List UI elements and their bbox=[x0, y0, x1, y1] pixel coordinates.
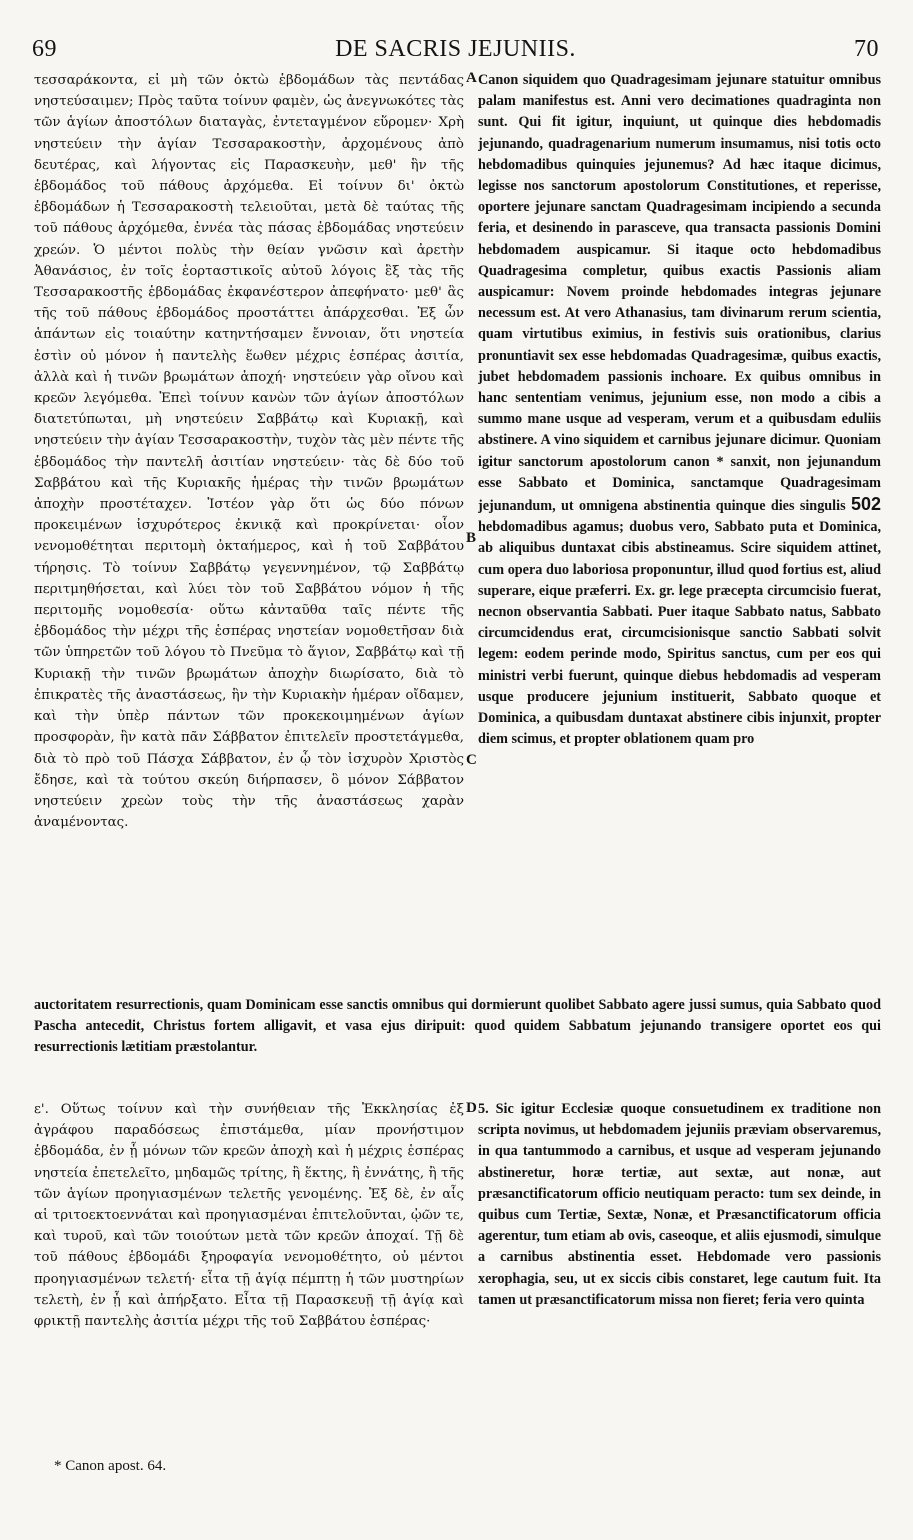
latin-text-top bbox=[478, 70, 881, 751]
section-marker-a: A bbox=[466, 70, 477, 86]
latin-full-width-text bbox=[34, 995, 881, 1093]
latin-text-bottom: 5. Sic igitur Ecclesiæ quoque consuetudinem ex traditione non scripta novimus, ut hebdomadem jejuniis præviam observaremus, in qua tantummodo a carnibus, et usque ad vesperam jejunando abstineretur, horæ tertiæ, aut sextæ, aut nonæ, aut præsanctificatorum officio neutiquam peracto: tum sex deinde, in quibus cum Tertiæ, Sextæ, Nonæ, et Præsanctificatorum officia agerentur, tum etiam ab ovis, caseoque, et aliis ejusmodi, simulque a carnibus abstinentia esset. Hebdomade vero passionis xerophagia, seu, ut ex siccis cibis constaret, lege cautum fuit. Ita tamen ut præsanctificatorum missa non fieret; feria vero quinta bbox=[478, 1101, 881, 1308]
latin-column-top bbox=[478, 70, 881, 992]
column-number: 502 bbox=[850, 494, 881, 515]
page-number-left: 69 bbox=[32, 36, 57, 62]
greek-column-bottom bbox=[34, 1099, 464, 1439]
running-header bbox=[32, 36, 879, 66]
page-number-right: 70 bbox=[854, 36, 879, 62]
running-title: DE SACRIS JEJUNIIS. bbox=[335, 36, 576, 62]
greek-text-top: τεσσαράκοντα, εἰ μὴ τῶν ὀκτὼ ἑβδομάδων τὰς πεντάδας νηστεύσαιμεν; Πρὸς ταῦτα τοίνυν φαμὲν, ὡς ἀνεγνωκότες τὰς τῶν ἁγίων ἀποστόλων διαταγὰς, ἐντεταγμένον εὕρομεν· Χρὴ νηστεύειν τὴν ἁγίαν Τεσσαρακοστὴν, ἀρχομένους ἀπὸ δευτέρας, καὶ λήγοντας εἰς Παρασκευὴν, μεθ' ἣν τῆς ἑβδομάδος τοῦ πάθους ἀρχόμεθα. Εἰ τοίνυν δι' ὀκτὼ ἑβδομάδων ἡ Τεσσαρακοστὴ τελειοῦται, μετὰ δὲ ταύτας τῆς τοῦ πάθους ἀρχόμεθα, ἐννέα τὰς πάσας ἑβδομάδας νηστεύειν χρεών. Ὁ μέντοι πολὺς τὴν θείαν γνῶσιν καὶ ἀρετὴν Ἀθανάσιος, ἐν τοῖς ἑορταστικοῖς αὐτοῦ λόγοις ἓξ τὰς τῆς Τεσσαρακοστῆς ἑβδομάδας ἐκφανέστερον ἀπεφήνατο· μεθ' ἃς τῆς τοῦ πάθους ἑβδομάδος προστάττει ἀπάρχεσθαι. Ἐξ ὧν ἁπάντων εἰς τοιαύτην κατηντήσαμεν ἔννοιαν, ὅτι νηστεία ἐστὶν οὐ μόνον ἡ παντελὴς ἕωθεν μέχρις ἑσπέρας ἀσιτία, ἀλλὰ καὶ ἡ τινῶν βρωμάτων ἀποχή· νηστεύειν γὰρ οἴνου καὶ κρεῶν λεγόμεθα. Ἐπεὶ τοίνυν κανὼν τῶν ἁγίων ἀποστόλων διατετύπωται, μὴ νηστεύειν Σαββάτῳ καὶ Κυριακῇ, καὶ νηστεύειν τὴν ἁγίαν Τεσσαρακοστὴν, τυχὸν τὰς μὲν πέντε τῆς ἑβδομάδος τὴν παντελῆ ἀσιτίαν νηστεύειν· τὰς δὲ δύο τοῦ Σαββάτου καὶ τῆς Κυριακῆς ἡμέρας τὴν τινῶν βρωμάτων ἀποχὴν προστέταχεν. Ἰστέον γὰρ ὅτι ὡς δύο πόνων προκειμένων ἰσχυρότερος ἐκνικᾷ καὶ προκρίνεται· οἷον νενομοθέτηται περιτομὴ ὀκταήμερος, καὶ ἡ τοῦ Σαββάτου τήρησις. Τὸ τοίνυν Σαββάτῳ γεγεννημένον, τῷ Σαββάτῳ περιτμηθήσεται, καὶ λύει τὸν τοῦ Σαββάτου νόμον ἡ τῆς περιτομῆς νομοθεσία· οὕτω κἀνταῦθα ταῖς πέντε τῆς ἑβδομάδος τὴν μέχρι τῆς ἑσπέρας νηστείαν νομοθετῆσαν διὰ τῶν ὑπηρετῶν τοῦ λόγου τὸ Πνεῦμα τὸ ἅγιον, Σαββάτῳ καὶ τῇ Κυριακῇ τὴν τινῶν βρωμάτων ἀποχὴν διωρίσατο, διὰ τὸ ἐπικρατὲς τῆς ἀναστάσεως, ἣν τὴν Κυριακὴν ἡμέραν οἴδαμεν, καὶ τὴν ὑπὲρ πάντων τῶν προκεκοιμημένων ἁγίων προσφορὰν, ἣν κατὰ πᾶν Σάββατον ἐπιτελεῖν προστετάγμεθα, διὰ τὸ πρὸ τοῦ Πάσχα Σάββατον, ἐν ᾧ τὸν ἰσχυρὸν Χριστὸς ἔδησε, καὶ τὰ τούτου σκεύη διήρπασεν, ὃ μόνον Σάββατον νηστεύειν χρεὼν τοὺς τὴν τῆς ἀναστάσεως χαρὰν ἀναμένοντας. bbox=[34, 73, 464, 831]
greek-column-top bbox=[34, 70, 464, 992]
latin-text-full: auctoritatem resurrectionis, quam Dominicam esse sanctis omnibus qui dormierunt quolibet Sabbato agere jussi sumus, quia Sabbato quod Pascha antecedit, Christus fortem alligavit, et vasa ejus diripuit: quod quidem Sabbatum jejunando transigere oportet eos qui resurrectionis lætitiam præstolantur. bbox=[34, 997, 881, 1056]
latin-text-top-after: hebdomadibus agamus; duobus vero, Sabbato puta et Dominica, ab aliquibus duntaxat cibis abstineamus. Scire siquidem attinet, cum opera duo laboriosa proponuntur, illud quod fortius est, aliud superare, eique præferri. Ex. gr. lege præcepta circumcisio fuerat, necnon observantia Sabbati. Puer itaque Sabbato natus, Sabbato circumcidendus erat, circumcisionisque sanctio Sabbati solvit legem: eodem perinde modo, Spiritus sanctus, cum per eos qui ministri verbi fuerunt, quinque diebus hebdomadis ad vesperam usque producere jejunium instituerit, Sabbato quoque et Dominica, a quibusdam duntaxat abstinere cibis injunxit, propter diem scimus, et propter oblationem quam pro bbox=[478, 519, 881, 748]
section-marker-d: D bbox=[466, 1100, 477, 1116]
section-marker-b: B bbox=[466, 530, 477, 546]
footnote: * Canon apost. 64. bbox=[54, 1458, 167, 1474]
greek-text-bottom: ε'. Οὕτως τοίνυν καὶ τὴν συνήθειαν τῆς Ἐκκλησίας ἐξ ἀγράφου παραδόσεως ἐπιστάμεθα, μίαν προνήστιμον ἑβδομάδα, ἐν ᾗ μόνων τῶν κρεῶν ἀποχὴ καὶ ἡ μέχρις ἑσπέρας νηστεία ἐπετελεῖτο, μηδαμῶς τρίτης, ἢ ἕκτης, ἢ ἐννάτης, ἢ τῆς τῶν ἁγίων προηγιασμένων τελετῆς γενομένης. Ἐξ δὲ, ἐν αἷς αἱ τριτοεκτοεννάται καὶ προηγιασμέναι ἐπιτελοῦνται, ᾠῶν τε, καὶ τυροῦ, καὶ τῶν τοιούτων μετὰ τῶν κρεῶν ἀποχαί. Τῇ δὲ τοῦ πάθους ἑβδομάδι ξηροφαγία νενομοθέτητο, οὐ μέντοι προηγιασμένων τελετή· εἶτα τῇ ἁγίᾳ πέμπτῃ ἡ τῶν μυστηρίων τελετὴ, ἐν ᾗ καὶ ἀπήρξατο. Εἶτα τῇ Παρασκευῇ τῇ ἁγίᾳ καὶ φρικτῇ παντελὴς ἀσιτία μέχρι τῆς τοῦ Σαββάτου ἑσπέρας· bbox=[34, 1102, 464, 1330]
latin-text-top-before: Canon siquidem quo Quadragesimam jejunare statuitur omnibus palam manifestus est. Anni vero decimationes quadraginta non sunt. Qui fit igitur, inquiunt, ut quinque dies hebdomadis jejunando, quadragenarium numerum insumamus, nisi totis octo hebdomadibus quinquies jejunemus? Ad hæc itaque dicimus, legisse nos sanctorum apostolorum Constitutiones, et reperisse, oportere jejunare sanctam Quadragesimam incipiendo a secunda feria, et desinendo in parasceve, qua transacta passionis Domini hebdomadem auspicamur. Si itaque octo hebdomadibus Quadragesima completur, quibus exactis Passionis aliam auspicamur: Novem proinde hebdomades integras jejunare necessum est. At vero Athanasius, tam divinarum rerum scientia, quam virtutibus eximius, in festivis suis orationibus, clarius pronuntiavit sex esse hebdomadas Quadragesimæ, quibus exactis, jubet hebdomadem passionis inchoare. Ex quibus omnibus in hanc sententiam venimus, jejunium esse, non modo a cibis a summo mane usque ad vesperam, verum et a quibusdam eduliis abstinere. A vino siquidem et carnibus jejunare dicimur. Quoniam igitur sanctorum apostolorum canon * sanxit, non jejunandum esse Sabbato et Dominica, sanctamque Quadragesimam jejunandum, ut omnigena abstinentia quinque dies singulis bbox=[478, 72, 881, 515]
latin-column-bottom bbox=[478, 1099, 881, 1439]
section-marker-c: C bbox=[466, 752, 477, 768]
